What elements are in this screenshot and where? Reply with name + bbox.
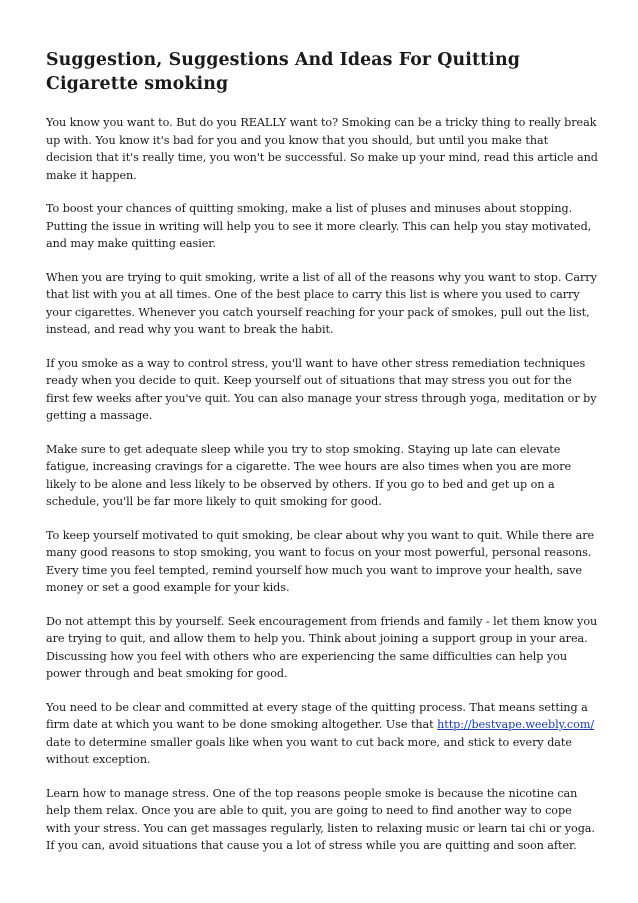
document-page [46,48,598,871]
paragraph-intro: You know you want to. But do you REALLY want to? Smoking can be a tricky thing to really break up with. You know it's bad for you and you know that you should, but until you make that decision that it's really time, you won't be successful. So make up your mind, read this article and make it happen. [46,116,598,182]
paragraph-manage-stress: Learn how to manage stress. One of the top reasons people smoke is because the nicotine can help them relax. Once you are able to quit, you are going to need to find another way to cope with your stress. You can get massages regularly, listen to relaxing music or learn tai chi or yoga. If you can, avoid situations that cause you a lot of stress while you are quitting and soon after. [46,786,595,852]
paragraph-reasons-list: When you are trying to quit smoking, write a list of all of the reasons why you want to stop. Carry that list with you at all times. One of the best place to carry this list is where you used to carry your cigarettes. Whenever you catch yourself reaching for your pack of smokes, pull out the list, instead, and read why you want to break the habit. [46,270,597,336]
article-title: Suggestion, Suggestions And Ideas For Quitting Cigarette smoking [46,50,520,94]
paragraph-support: Do not attempt this by yourself. Seek encouragement from friends and family - let them know you are trying to quit, and allow them to help you. Think about joining a support group in your area. Discussing how you feel with others who are experiencing the same difficulties can help you power through and beat smoking for good. [46,614,598,680]
paragraph-motivation: To keep yourself motivated to quit smoking, be clear about why you want to quit. While there are many good reasons to stop smoking, you want to focus on your most powerful, personal reasons. Every time you feel tempted, remind yourself how much you want to improve your health, save money or set a good example for your kids. [46,528,595,594]
quit-date-text-after: date to determine smaller goals like when you want to cut back more, and stick to every date without exception. [46,735,572,766]
bestvape-link[interactable]: http://bestvape.weebly.com/ [437,718,595,731]
paragraph-stress-techniques: If you smoke as a way to control stress, you'll want to have other stress remediation techniques ready when you decide to quit. Keep yourself out of situations that may stress you out for the first few weeks after you've quit. You can also manage your stress through yoga, meditation or by getting a massage. [46,356,597,422]
paragraph-quit-date [46,699,598,769]
quit-date-text-before: You need to be clear and committed at every stage of the quitting process. That means setting a firm date at which you want to be done smoking altogether. Use that [46,700,588,731]
paragraph-pluses-minuses: To boost your chances of quitting smoking, make a list of pluses and minuses about stopping. Putting the issue in writing will help you to see it more clearly. This can help you stay motivated, and may make quitting easier. [46,202,592,250]
paragraph-sleep: Make sure to get adequate sleep while you try to stop smoking. Staying up late can elevate fatigue, increasing cravings for a cigarette. The wee hours are also times when you are more likely to be alone and less likely to be observed by others. If you go to bed and get up on a schedule, you'll be far more likely to quit smoking for good. [46,442,572,508]
